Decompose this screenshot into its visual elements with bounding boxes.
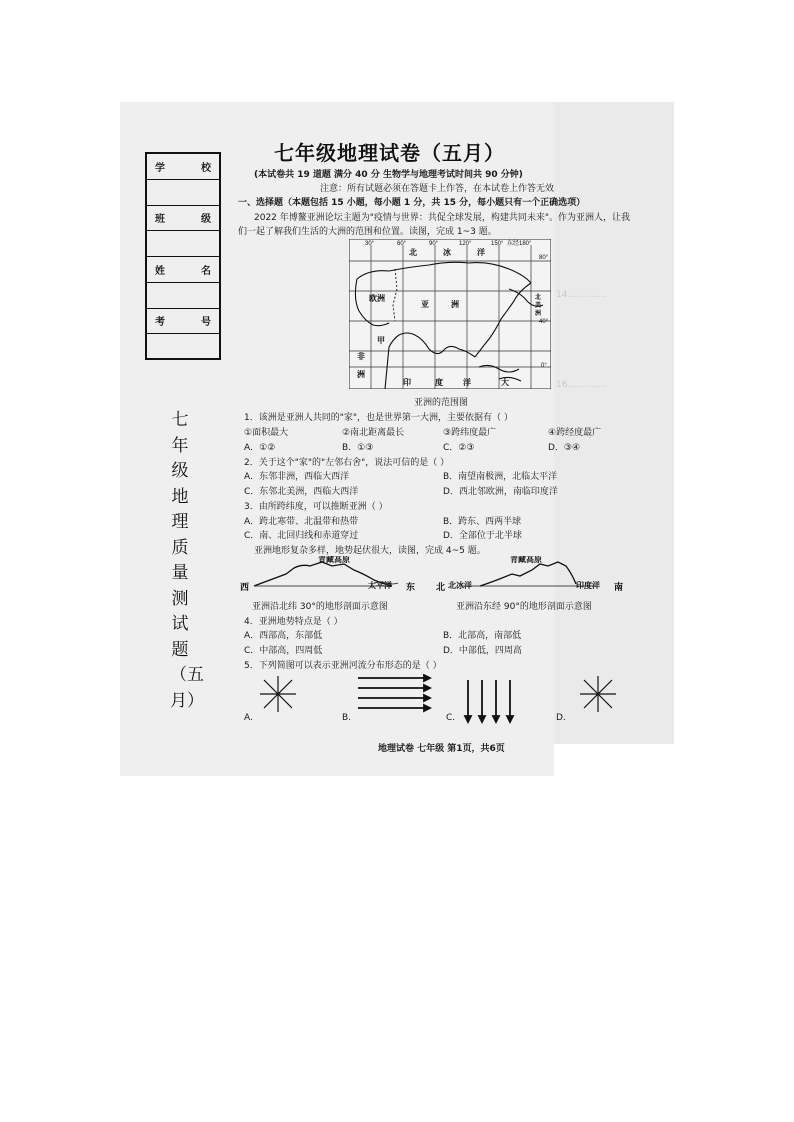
profile2-north: 北 (436, 583, 446, 592)
map-label-asia: 洲 (451, 300, 459, 309)
bleed-through-text: 16.………… (556, 380, 607, 390)
side-title: 七 年 级 地 理 质 量 测 试 题 （五 月） (170, 410, 204, 711)
info-name-label: 姓 名 (147, 257, 219, 283)
q3-option-d[interactable]: D．全部位于北半球 (443, 531, 522, 541)
student-info-box (145, 152, 221, 360)
profile1-caption: 亚洲沿北纬 30°的地形剖面示意图 (252, 602, 388, 612)
q4-option-a[interactable]: A．西部高，东部低 (244, 631, 323, 641)
q2-option-b[interactable]: B．南望南极洲，北临太平洋 (443, 472, 558, 482)
lon-label: 东经180° (507, 241, 532, 247)
lat-label: 0° (541, 363, 547, 369)
q1-option-a[interactable]: A．①② (244, 443, 276, 453)
lon-label: 150° (491, 241, 504, 247)
map-label-arctic: 北 (409, 248, 417, 257)
map-label-indian-ocean: 洋 (463, 378, 471, 387)
exam-title: 七年级地理试卷（五月） (274, 141, 505, 165)
map-label-oceania: 大 (501, 378, 509, 387)
profile2-indian: 印度洋 (576, 581, 600, 590)
q5-option-b[interactable]: B. (342, 713, 352, 723)
lat-label: 80° (539, 255, 549, 261)
map-label-asia: 亚 (421, 300, 429, 309)
profile1-peak-label: 青藏高原 (318, 556, 350, 564)
profile2-arctic: 北冰洋 (448, 581, 472, 590)
q1-option-b[interactable]: B．①③ (342, 443, 374, 453)
profile-90e (436, 556, 626, 592)
q1-option-d[interactable]: D．③④ (548, 443, 581, 453)
profile1-west: 西 (240, 583, 250, 592)
info-class-field[interactable] (147, 231, 219, 257)
q2-stem: 2．关于这个"家"的"左邻右舍"，说法可信的是（ ） (244, 458, 450, 468)
q5-stem: 5．下列简图可以表示亚洲河流分布形态的是（ ） (244, 661, 442, 671)
section-heading: 一、选择题（本题包括 15 小题，每小题 1 分，共 15 分，每小题只有一个正确选项） (238, 198, 586, 208)
q3-option-b[interactable]: B．跨东、西两半球 (443, 517, 522, 527)
map-label-north-america: 洲 (535, 310, 542, 317)
lon-label: 90° (429, 241, 439, 247)
map-label-indian-ocean: 印 (403, 378, 411, 387)
q5-option-a[interactable]: A. (244, 713, 253, 723)
profile2-south: 南 (614, 583, 624, 592)
info-school-label: 学 校 (147, 154, 219, 180)
q1-item: ①面积最大 (244, 428, 289, 438)
map-label-north-america: 北 (535, 294, 542, 301)
profile1-pacific: 太平洋 (368, 581, 392, 590)
q1-stem: 1．该洲是亚洲人共同的"家"，也是世界第一大洲，主要依据有（ ） (244, 413, 513, 423)
q2-option-c[interactable]: C．东邻北美洲，西临大西洋 (244, 487, 359, 497)
q3-option-c[interactable]: C．南、北回归线和赤道穿过 (244, 531, 359, 541)
lon-label: 30° (365, 241, 375, 247)
lon-label: 60° (397, 241, 407, 247)
map-label-europe: 欧洲 (369, 294, 385, 303)
profile2-caption: 亚洲沿东经 90°的地形剖面示意图 (456, 602, 592, 612)
q2-option-d[interactable]: D．西北邻欧洲，南临印度洋 (443, 487, 558, 497)
map-label-jia: 甲 (377, 336, 385, 345)
q1-item: ②南北距离最长 (342, 428, 405, 438)
info-school-field[interactable] (147, 180, 219, 206)
info-name-field[interactable] (147, 283, 219, 309)
profile2-peak-label: 青藏高原 (510, 556, 542, 564)
lon-label: 120° (459, 241, 472, 247)
map-label-africa: 非 (357, 352, 365, 361)
q5-option-d[interactable]: D. (556, 713, 566, 723)
info-examno-label: 考 号 (147, 309, 219, 335)
q5-diagram-b-parallel-horizontal (356, 674, 432, 718)
terrain-intro: 亚洲地形复杂多样，地势起伏很大，读图，完成 4~5 题。 (254, 546, 486, 556)
map-label-arctic: 冰 (443, 248, 451, 257)
map-label-arctic: 洋 (477, 248, 485, 257)
q5-diagram-a-radial-outward (258, 674, 298, 714)
q2-option-a[interactable]: A．东邻非洲，西临大西洋 (244, 472, 350, 482)
q5-diagram-c-parallel-vertical (462, 678, 518, 724)
map-label-north-america: 美 (535, 302, 542, 309)
exam-notice: 注意：所有试题必须在答题卡上作答，在本试卷上作答无效 (320, 184, 555, 194)
q4-stem: 4．亚洲地势特点是（ ） (244, 617, 343, 627)
intro-line-1: 2022 年博鳌亚洲论坛主题为"疫情与世界：共促全球发展，构建共同未来"。作为亚洲人，让我 (254, 213, 631, 223)
q1-option-c[interactable]: C．②③ (443, 443, 475, 453)
info-class-label: 班 级 (147, 206, 219, 232)
q1-item: ④跨经度最广 (548, 428, 602, 438)
q4-option-d[interactable]: D．中部低，四周高 (443, 646, 522, 656)
map-label-indian-ocean: 度 (435, 378, 443, 387)
q5-option-c[interactable]: C. (446, 713, 456, 723)
q3-stem: 3．由所跨纬度，可以推断亚洲（ ） (244, 502, 388, 512)
asia-map (349, 239, 551, 389)
q4-option-b[interactable]: B．北部高，南部低 (443, 631, 522, 641)
intro-line-2: 们一起了解我们生活的大洲的范围和位置。读图，完成 1~3 题。 (238, 227, 497, 237)
map-label-africa: 洲 (357, 370, 365, 379)
map-caption: 亚洲的范围图 (414, 398, 469, 408)
profile1-east: 东 (406, 583, 416, 592)
lat-label: 40° (539, 319, 549, 325)
exam-info-line: (本试卷共 19 道题 满分 40 分 生物学与地理考试时间共 90 分钟) (254, 170, 523, 180)
page-footer: 地理试卷 七年级 第1页，共6页 (378, 744, 505, 754)
q5-diagram-d-radial-inward (578, 674, 618, 714)
q4-option-c[interactable]: C．中部高，四周低 (244, 646, 323, 656)
info-examno-field[interactable] (147, 334, 219, 360)
bleed-through-text: 14.………… (556, 290, 607, 300)
profile-30n (240, 556, 420, 592)
q1-item: ③跨纬度最广 (443, 428, 497, 438)
q3-option-a[interactable]: A．跨北寒带、北温带和热带 (244, 517, 359, 527)
